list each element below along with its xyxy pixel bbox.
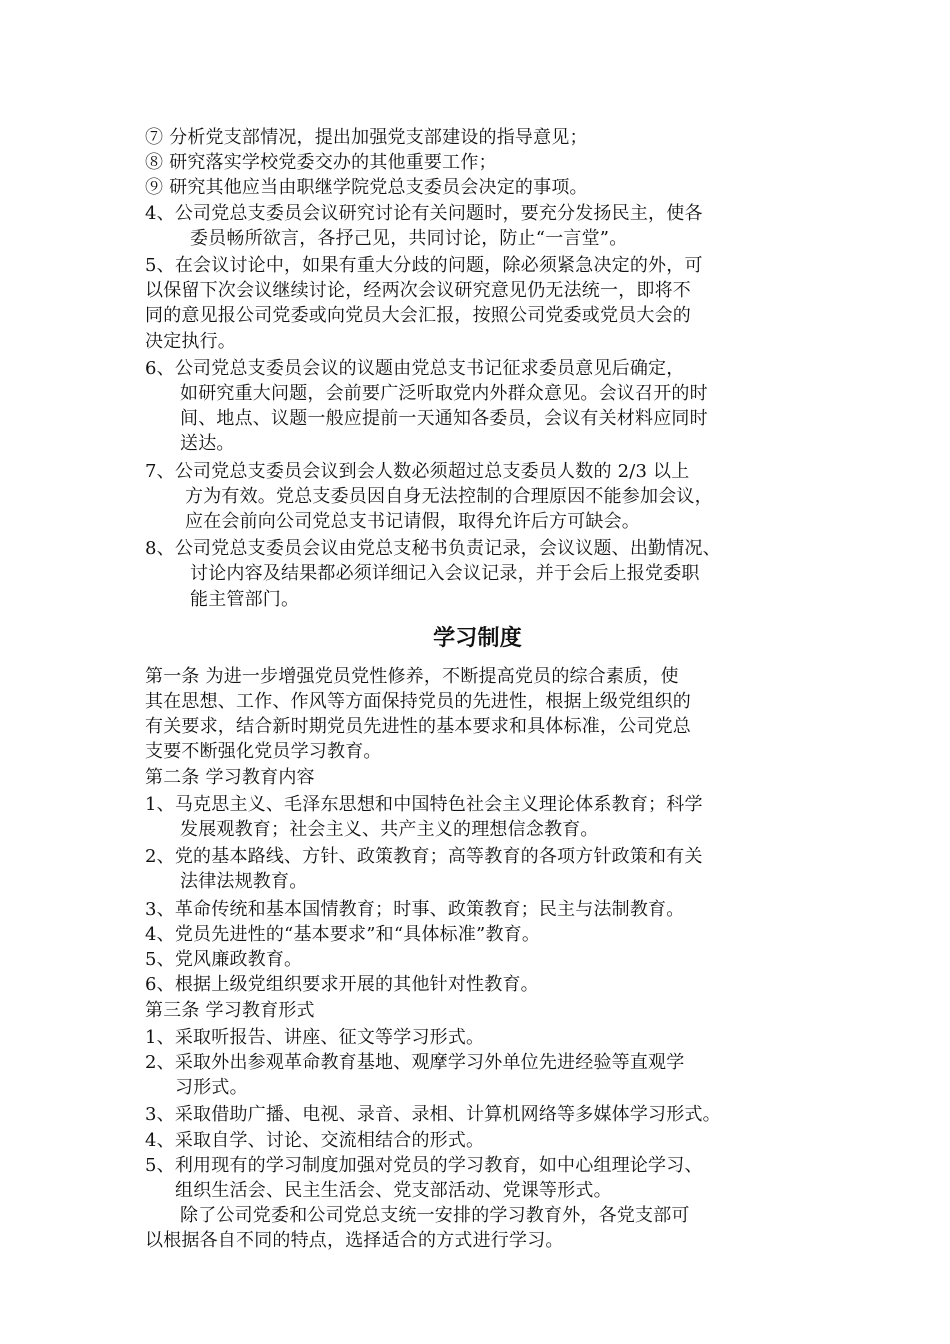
text-line: 3、采取借助广播、电视、录音、录相、计算机网络等多媒体学习形式。: [145, 1104, 721, 1126]
text-line: 6、根据上级党组织要求开展的其他针对性教育。: [145, 974, 539, 996]
text-line: 第三条 学习教育形式: [145, 999, 315, 1021]
text-line: 除了公司党委和公司党总支统一安排的学习教育外，各党支部可: [180, 1205, 690, 1227]
text-line: 4、公司党总支委员会议研究讨论有关问题时，要充分发扬民主，使各: [145, 202, 703, 224]
text-line: 2、采取外出参观革命教育基地、观摩学习外单位先进经验等直观学: [145, 1051, 685, 1073]
text-line: 5、在会议讨论中，如果有重大分歧的问题，除必须紧急决定的外，可: [145, 255, 703, 277]
text-line: 7、公司党总支委员会议到会人数必须超过总支委员人数的 2/3 以上: [145, 460, 690, 482]
text-line: 间、地点、议题一般应提前一天通知各委员，会议有关材料应同时: [180, 408, 708, 430]
text-line: 有关要求，结合新时期党员先进性的基本要求和具体标准，公司党总: [145, 716, 691, 738]
text-line: ⑨ 研究其他应当由职继学院党总支委员会决定的事项。: [145, 177, 588, 199]
text-line: 5、利用现有的学习制度加强对党员的学习教育，如中心组理论学习、: [145, 1154, 703, 1176]
text-line: 讨论内容及结果都必须详细记入会议记录，并于会后上报党委职: [190, 563, 700, 585]
text-line: 第一条 为进一步增强党员党性修养，不断提高党员的综合素质，使: [145, 665, 679, 687]
text-line: 送达。: [180, 433, 235, 455]
text-line: 应在会前向公司党总支书记请假，取得允许后方可缺会。: [185, 511, 640, 533]
text-line: 方为有效。党总支委员因自身无法控制的合理原因不能参加会议，: [185, 485, 713, 507]
text-line: 第二条 学习教育内容: [145, 766, 315, 788]
text-line: 4、党员先进性的“基本要求”和“具体标准”教育。: [145, 923, 541, 945]
text-line: 以根据各自不同的特点，选择适合的方式进行学习。: [145, 1230, 564, 1252]
text-line: 1、采取听报告、讲座、征文等学习形式。: [145, 1026, 485, 1048]
section-title: 学习制度: [433, 625, 522, 651]
document-body: [145, 125, 810, 1254]
text-line: 同的意见报公司党委或向党员大会汇报，按照公司党委或党员大会的: [145, 305, 691, 327]
text-line: 决定执行。: [145, 330, 236, 352]
text-line: 委员畅所欲言，各抒己见，共同讨论，防止“一言堂”。: [190, 227, 628, 249]
text-line: 4、采取自学、讨论、交流相结合的形式。: [145, 1129, 485, 1151]
text-line: 法律法规教育。: [180, 871, 308, 893]
text-line: 习形式。: [175, 1077, 248, 1099]
text-line: 组织生活会、民主生活会、党支部活动、党课等形式。: [175, 1179, 612, 1201]
text-line: ⑧ 研究落实学校党委交办的其他重要工作；: [145, 152, 497, 174]
text-line: 如研究重大问题，会前要广泛听取党内外群众意见。会议召开的时: [180, 383, 708, 405]
text-line: 8、公司党总支委员会议由党总支秘书负责记录，会议议题、出勤情况、: [145, 538, 721, 560]
text-line: 其在思想、工作、作风等方面保持党员的先进性，根据上级党组织的: [145, 691, 691, 713]
text-line: 能主管部门。: [190, 588, 300, 610]
text-line: 发展观教育；社会主义、共产主义的理想信念教育。: [180, 819, 599, 841]
text-line: 1、马克思主义、毛泽东思想和中国特色社会主义理论体系教育；科学: [145, 793, 703, 815]
text-line: 以保留下次会议继续讨论，经两次会议研究意见仍无法统一，即将不: [145, 280, 691, 302]
text-line: 6、公司党总支委员会议的议题由党总支书记征求委员意见后确定，: [145, 357, 685, 379]
text-line: 2、党的基本路线、方针、政策教育；高等教育的各项方针政策和有关: [145, 846, 703, 868]
text-line: ⑦ 分析党支部情况，提出加强党支部建设的指导意见；: [145, 127, 588, 148]
text-line: 3、革命传统和基本国情教育；时事、政策教育；民主与法制教育。: [145, 898, 685, 920]
text-line: 5、党风廉政教育。: [145, 949, 303, 971]
text-line: 支要不断强化党员学习教育。: [145, 741, 382, 763]
